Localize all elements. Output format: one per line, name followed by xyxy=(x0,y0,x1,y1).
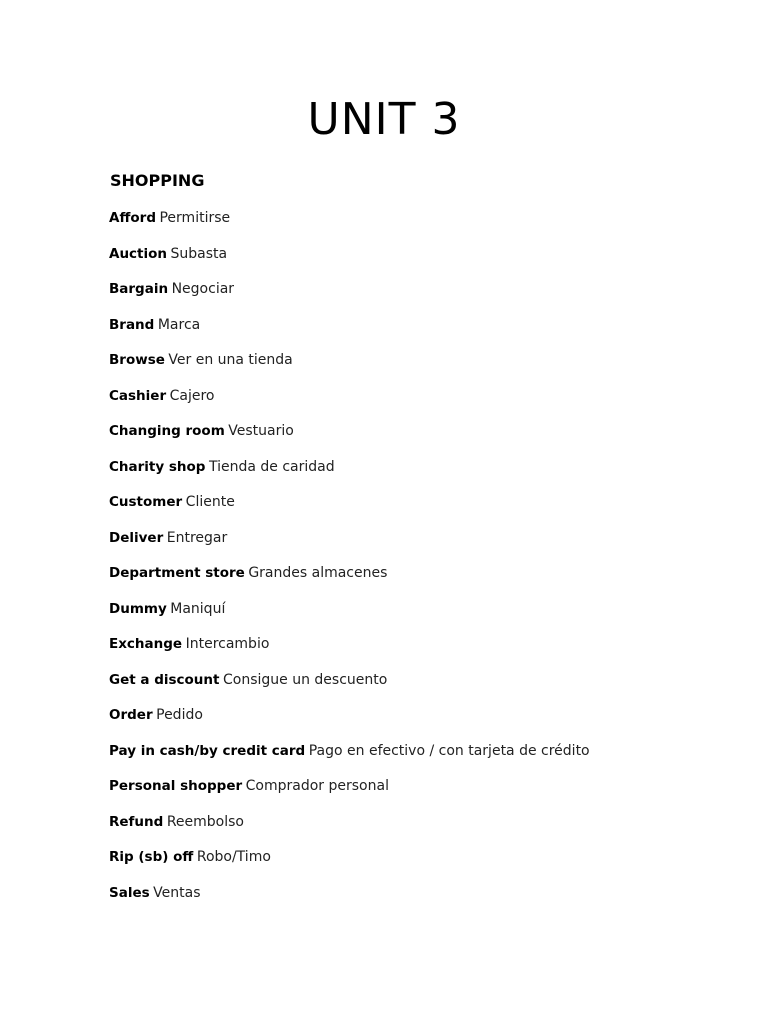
vocab-translation: Pago en efectivo / con tarjeta de crédito xyxy=(308,742,590,759)
vocab-term: Pay in cash/by credit card xyxy=(109,742,306,759)
vocab-item xyxy=(109,633,590,669)
vocab-translation: Consigue un descuento xyxy=(222,671,388,688)
vocabulary-list xyxy=(109,207,590,917)
vocab-term: Order xyxy=(109,707,153,723)
vocab-translation: Ver en una tienda xyxy=(168,352,293,368)
vocab-item xyxy=(109,740,590,776)
vocab-term: Cashier xyxy=(109,387,167,404)
vocab-translation: Subasta xyxy=(170,245,228,262)
vocab-translation: Robo/Timo xyxy=(196,849,271,865)
vocab-item xyxy=(109,456,590,492)
vocab-item xyxy=(109,775,590,811)
vocab-item xyxy=(109,385,590,421)
vocab-translation: Comprador personal xyxy=(245,778,389,794)
vocab-translation: Tienda de caridad xyxy=(208,458,335,475)
vocab-item xyxy=(109,704,590,740)
page-title: UNIT 3 xyxy=(307,94,461,145)
vocab-term: Get a discount xyxy=(109,671,220,688)
vocab-item xyxy=(109,243,590,279)
vocab-item xyxy=(109,562,590,598)
vocab-translation: Cajero xyxy=(169,387,215,404)
vocab-term: Dummy xyxy=(109,600,167,617)
vocab-term: Auction xyxy=(109,245,168,262)
vocab-item xyxy=(109,420,590,456)
vocab-item xyxy=(109,882,590,918)
vocab-term: Sales xyxy=(109,884,150,901)
vocab-term: Exchange xyxy=(109,636,183,652)
vocab-item xyxy=(109,669,590,705)
vocab-term: Rip (sb) off xyxy=(109,849,194,865)
vocab-item xyxy=(109,811,590,847)
vocab-term: Charity shop xyxy=(109,458,206,475)
vocab-translation: Negociar xyxy=(171,281,235,297)
vocab-translation: Grandes almacenes xyxy=(248,565,388,581)
vocab-term: Deliver xyxy=(109,529,164,546)
vocab-translation: Marca xyxy=(157,316,201,333)
vocab-translation: Reembolso xyxy=(166,813,244,830)
vocab-item xyxy=(109,278,590,314)
vocab-item xyxy=(109,314,590,350)
vocab-translation: Maniquí xyxy=(170,600,226,617)
vocab-term: Department store xyxy=(109,565,245,581)
vocab-item xyxy=(109,846,590,882)
vocab-term: Afford xyxy=(109,210,156,226)
vocab-translation: Cliente xyxy=(185,494,235,510)
vocab-item xyxy=(109,491,590,527)
vocab-term: Refund xyxy=(109,813,164,830)
vocab-translation: Ventas xyxy=(153,884,201,901)
vocab-translation: Vestuario xyxy=(228,423,294,439)
vocab-item xyxy=(109,527,590,563)
vocab-term: Browse xyxy=(109,352,165,368)
vocab-term: Bargain xyxy=(109,281,169,297)
vocab-translation: Pedido xyxy=(156,707,203,723)
vocab-item xyxy=(109,349,590,385)
vocab-term: Brand xyxy=(109,316,155,333)
vocab-translation: Permitirse xyxy=(159,210,231,226)
vocab-item xyxy=(109,207,590,243)
vocab-translation: Intercambio xyxy=(185,636,270,652)
vocab-term: Changing room xyxy=(109,423,225,439)
vocab-translation: Entregar xyxy=(166,529,228,546)
section-heading: SHOPPING xyxy=(110,171,205,190)
vocab-term: Personal shopper xyxy=(109,778,243,794)
vocab-term: Customer xyxy=(109,494,183,510)
vocab-item xyxy=(109,598,590,634)
